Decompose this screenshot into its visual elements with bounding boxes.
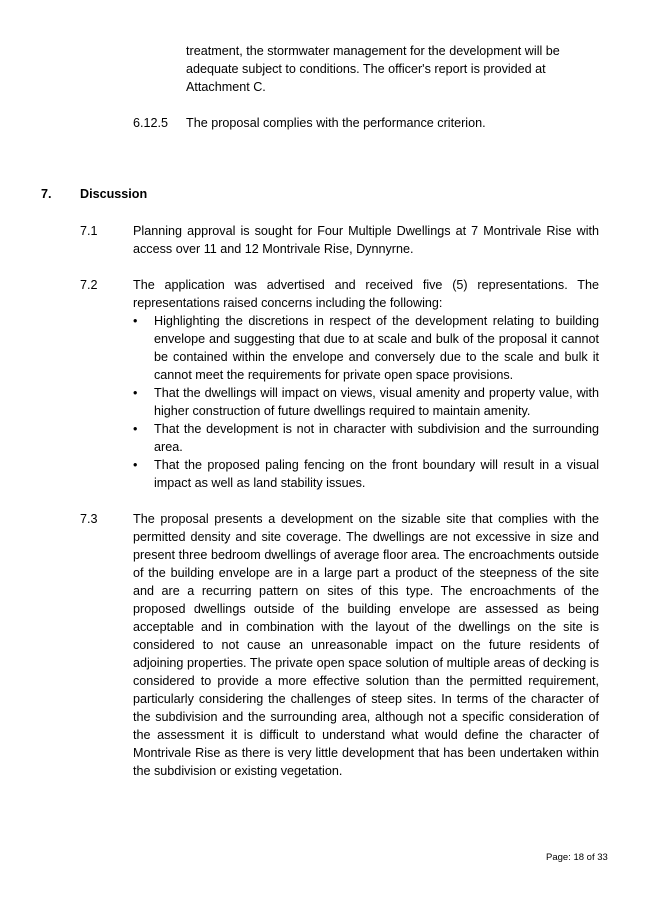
list-item — [133, 456, 599, 492]
continuation-text — [186, 42, 586, 96]
representation-list — [133, 312, 599, 492]
para-7-2-text: The application was advertised and received five (5) representations. The representations raised concerns including the following: — [133, 278, 599, 310]
para-7-1-text: Planning approval is sought for Four Multiple Dwellings at 7 Montrivale Rise with access over 11 and 12 Montrivale Rise, Dynnyrne. — [133, 224, 599, 256]
para-7-3-text: The proposal presents a development on the sizable site that complies with the permitted density and site coverage. The dwellings are not excessive in size and present three bedroom dwellings of average floor area. The encroachments outside of the building envelope are in a large part a product of the steepness of the site and are a recurring pattern on sites of this type. The encroachments of the proposed dwellings outside of the building envelope are assessed as being acceptable and in combination with the layout of the dwellings on the site is considered to not cause an unreasonable impact on the future residents of adjoining properties. The private open space solution of multiple areas of decking is considered to provide a more effective solution than the permitted requirement, particularly considering the challenges of steep sites. In terms of the character of the subdivision and the surrounding area, although not a specific consideration of the assessment it is difficult to understand what would define the character of Montrivale Rise as there is very little development that has been undertaken within the subdivision or existing vegetation. — [133, 512, 599, 778]
page-number: Page: 18 of 33 — [546, 852, 608, 863]
section-title: Discussion — [80, 187, 148, 201]
item-6-12-5-number: 6.12.5 — [133, 116, 169, 130]
continuation-line-2: adequate subject to conditions. The officer's report is provided at — [186, 62, 546, 76]
bullet-icon: • — [133, 386, 138, 400]
list-item-text: Highlighting the discretions in respect of the development relating to building envelope and suggesting that due to at scale and bulk of the proposal it cannot be contained within the envelope and conversely due to the scale and bulk it cannot meet the requirements for private open space provisions. — [154, 314, 599, 382]
para-7-1-number: 7.1 — [80, 224, 98, 238]
continuation-line-3: Attachment C. — [186, 80, 266, 94]
para-7-2-body — [133, 276, 599, 492]
bullet-icon: • — [133, 314, 138, 328]
list-item-text: That the dwellings will impact on views, visual amenity and property value, with higher construction of future dwellings required to maintain amenity. — [154, 386, 599, 418]
item-6-12-5-text: The proposal complies with the performance criterion. — [186, 116, 486, 130]
bullet-icon: • — [133, 422, 138, 436]
list-item-text: That the development is not in character with subdivision and the surrounding area. — [154, 422, 599, 454]
bullet-icon: • — [133, 458, 138, 472]
list-item — [133, 420, 599, 456]
continuation-line-1: treatment, the stormwater management for the development will be — [186, 44, 560, 58]
list-item-text: That the proposed paling fencing on the front boundary will result in a visual impact as well as land stability issues. — [154, 458, 599, 490]
para-7-2-number: 7.2 — [80, 278, 98, 292]
list-item — [133, 312, 599, 384]
list-item — [133, 384, 599, 420]
section-number: 7. — [41, 187, 52, 201]
para-7-3-number: 7.3 — [80, 512, 98, 526]
